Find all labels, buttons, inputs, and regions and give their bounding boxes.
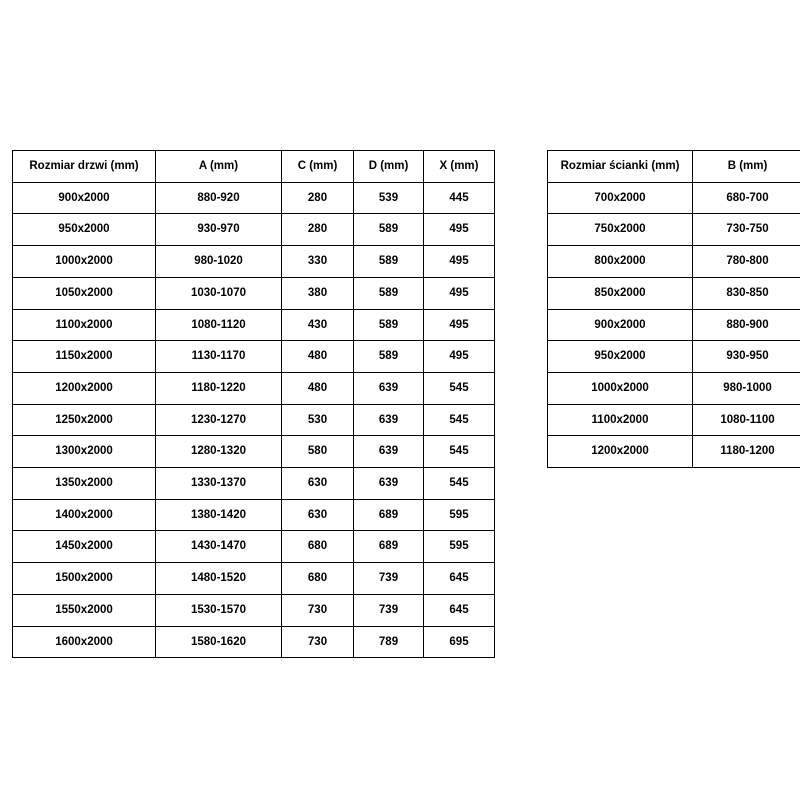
spec-tables-sheet <box>0 150 800 658</box>
cell-x: 595 <box>424 499 495 531</box>
column-header-x: X (mm) <box>424 151 495 183</box>
cell-c: 680 <box>282 563 354 595</box>
cell-d: 739 <box>354 563 424 595</box>
cell-door-size: 1050x2000 <box>13 277 156 309</box>
cell-d: 589 <box>354 341 424 373</box>
cell-a: 1330-1370 <box>156 468 282 500</box>
table-row <box>13 404 495 436</box>
cell-d: 689 <box>354 499 424 531</box>
cell-d: 539 <box>354 182 424 214</box>
wall-size-table <box>547 150 800 468</box>
cell-b: 1180-1200 <box>693 436 800 468</box>
cell-c: 630 <box>282 499 354 531</box>
cell-a: 1080-1120 <box>156 309 282 341</box>
cell-a: 1530-1570 <box>156 594 282 626</box>
cell-wall-size: 1100x2000 <box>548 404 693 436</box>
doors-table-body <box>13 182 495 658</box>
cell-c: 530 <box>282 404 354 436</box>
table-row <box>548 404 800 436</box>
cell-c: 730 <box>282 626 354 658</box>
cell-d: 589 <box>354 246 424 278</box>
cell-c: 480 <box>282 341 354 373</box>
cell-door-size: 1400x2000 <box>13 499 156 531</box>
cell-x: 695 <box>424 626 495 658</box>
cell-b: 930-950 <box>693 341 800 373</box>
column-header-door-size: Rozmiar drzwi (mm) <box>13 151 156 183</box>
cell-x: 495 <box>424 341 495 373</box>
table-row <box>13 531 495 563</box>
cell-x: 495 <box>424 246 495 278</box>
cell-c: 330 <box>282 246 354 278</box>
table-row <box>13 182 495 214</box>
cell-d: 639 <box>354 404 424 436</box>
cell-c: 730 <box>282 594 354 626</box>
table-row <box>13 341 495 373</box>
column-header-d: D (mm) <box>354 151 424 183</box>
cell-b: 980-1000 <box>693 372 800 404</box>
cell-door-size: 1200x2000 <box>13 372 156 404</box>
cell-d: 639 <box>354 372 424 404</box>
cell-x: 645 <box>424 594 495 626</box>
table-row <box>548 277 800 309</box>
cell-c: 430 <box>282 309 354 341</box>
table-row <box>13 499 495 531</box>
cell-door-size: 1150x2000 <box>13 341 156 373</box>
cell-x: 445 <box>424 182 495 214</box>
cell-a: 1480-1520 <box>156 563 282 595</box>
cell-d: 789 <box>354 626 424 658</box>
cell-c: 480 <box>282 372 354 404</box>
table-row <box>13 436 495 468</box>
cell-door-size: 1600x2000 <box>13 626 156 658</box>
cell-door-size: 1450x2000 <box>13 531 156 563</box>
cell-door-size: 1000x2000 <box>13 246 156 278</box>
doors-table-header <box>13 151 495 183</box>
cell-a: 1280-1320 <box>156 436 282 468</box>
cell-c: 680 <box>282 531 354 563</box>
cell-a: 1130-1170 <box>156 341 282 373</box>
cell-x: 495 <box>424 309 495 341</box>
cell-a: 1380-1420 <box>156 499 282 531</box>
wall-size-table-wrapper <box>547 150 800 468</box>
table-row <box>13 594 495 626</box>
cell-wall-size: 700x2000 <box>548 182 693 214</box>
cell-door-size: 1500x2000 <box>13 563 156 595</box>
cell-c: 630 <box>282 468 354 500</box>
table-row <box>13 563 495 595</box>
table-row <box>13 277 495 309</box>
cell-a: 930-970 <box>156 214 282 246</box>
cell-a: 1030-1070 <box>156 277 282 309</box>
cell-b: 830-850 <box>693 277 800 309</box>
column-header-a: A (mm) <box>156 151 282 183</box>
cell-a: 1430-1470 <box>156 531 282 563</box>
cell-door-size: 1100x2000 <box>13 309 156 341</box>
table-row <box>13 309 495 341</box>
cell-c: 580 <box>282 436 354 468</box>
column-header-wall-size: Rozmiar ścianki (mm) <box>548 151 693 183</box>
table-row <box>548 246 800 278</box>
cell-a: 1580-1620 <box>156 626 282 658</box>
cell-wall-size: 900x2000 <box>548 309 693 341</box>
cell-wall-size: 750x2000 <box>548 214 693 246</box>
table-row <box>13 214 495 246</box>
table-row <box>548 341 800 373</box>
cell-x: 545 <box>424 372 495 404</box>
cell-x: 595 <box>424 531 495 563</box>
cell-d: 589 <box>354 309 424 341</box>
cell-b: 680-700 <box>693 182 800 214</box>
cell-c: 280 <box>282 182 354 214</box>
cell-wall-size: 1200x2000 <box>548 436 693 468</box>
wall-table-header <box>548 151 800 183</box>
table-row <box>13 372 495 404</box>
cell-a: 1230-1270 <box>156 404 282 436</box>
cell-wall-size: 800x2000 <box>548 246 693 278</box>
cell-x: 495 <box>424 277 495 309</box>
table-row <box>13 246 495 278</box>
cell-a: 1180-1220 <box>156 372 282 404</box>
cell-c: 380 <box>282 277 354 309</box>
cell-d: 739 <box>354 594 424 626</box>
cell-door-size: 1250x2000 <box>13 404 156 436</box>
cell-b: 730-750 <box>693 214 800 246</box>
cell-wall-size: 850x2000 <box>548 277 693 309</box>
cell-a: 980-1020 <box>156 246 282 278</box>
cell-door-size: 1550x2000 <box>13 594 156 626</box>
cell-x: 545 <box>424 404 495 436</box>
cell-d: 589 <box>354 214 424 246</box>
cell-x: 545 <box>424 436 495 468</box>
cell-x: 645 <box>424 563 495 595</box>
cell-d: 639 <box>354 468 424 500</box>
cell-d: 589 <box>354 277 424 309</box>
cell-x: 545 <box>424 468 495 500</box>
table-row <box>13 626 495 658</box>
cell-b: 780-800 <box>693 246 800 278</box>
cell-c: 280 <box>282 214 354 246</box>
cell-wall-size: 1000x2000 <box>548 372 693 404</box>
cell-door-size: 900x2000 <box>13 182 156 214</box>
doors-size-table <box>12 150 495 658</box>
cell-b: 880-900 <box>693 309 800 341</box>
cell-door-size: 1300x2000 <box>13 436 156 468</box>
cell-a: 880-920 <box>156 182 282 214</box>
cell-door-size: 950x2000 <box>13 214 156 246</box>
cell-d: 689 <box>354 531 424 563</box>
wall-table-body <box>548 182 800 467</box>
column-header-b: B (mm) <box>693 151 800 183</box>
table-row <box>548 182 800 214</box>
table-row <box>548 436 800 468</box>
cell-d: 639 <box>354 436 424 468</box>
table-header-row <box>548 151 800 183</box>
cell-b: 1080-1100 <box>693 404 800 436</box>
table-row <box>548 309 800 341</box>
table-row <box>548 214 800 246</box>
cell-x: 495 <box>424 214 495 246</box>
table-header-row <box>13 151 495 183</box>
table-row <box>13 468 495 500</box>
cell-door-size: 1350x2000 <box>13 468 156 500</box>
doors-size-table-wrapper <box>12 150 495 658</box>
cell-wall-size: 950x2000 <box>548 341 693 373</box>
column-header-c: C (mm) <box>282 151 354 183</box>
table-row <box>548 372 800 404</box>
